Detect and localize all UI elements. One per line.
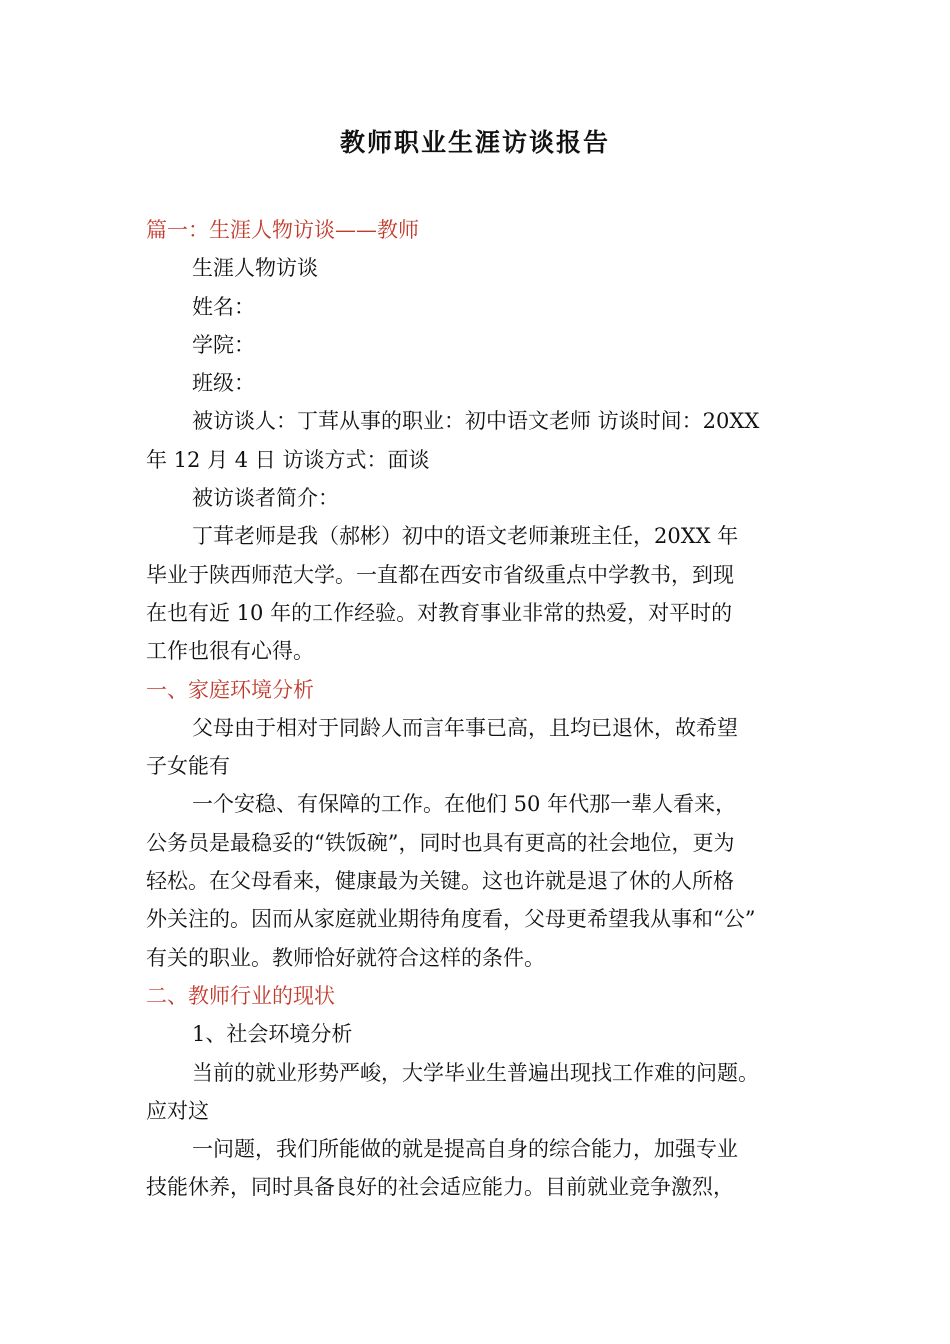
paragraph-line: 有关的职业。教师恰好就符合这样的条件。 <box>146 945 545 970</box>
college-field-label: 学院： <box>192 332 255 357</box>
paragraph-line: 生涯人物访谈 <box>192 256 318 281</box>
paragraph-line: 技能休养，同时具备良好的社会适应能力。目前就业竞争激烈， <box>146 1175 734 1200</box>
subsection-heading: 1、社会环境分析 <box>192 1022 353 1047</box>
paragraph-line: 外关注的。因而从家庭就业期待角度看，父母更希望我从事和“公” <box>146 907 756 932</box>
paragraph-line: 轻松。在父母看来，健康最为关键。这也许就是退了休的人所格 <box>146 869 734 894</box>
class-field-label: 班级： <box>192 371 255 396</box>
section-heading: 二、教师行业的现状 <box>146 983 335 1008</box>
paragraph-line: 父母由于相对于同龄人而言年事已高，且均已退休，故希望 <box>192 715 738 740</box>
paragraph-line: 毕业于陕西师范大学。一直都在西安市省级重点中学教书，到现 <box>146 562 734 587</box>
paragraph-line: 丁茸老师是我（郝彬）初中的语文老师兼班主任，20XX 年 <box>192 524 739 549</box>
paragraph-line: 当前的就业形势严峻，大学毕业生普遍出现找工作难的问题。 <box>192 1060 759 1085</box>
paragraph-line: 应对这 <box>146 1098 209 1123</box>
paragraph-line: 被访谈者简介： <box>192 486 339 511</box>
paragraph-line: 一个安稳、有保障的工作。在他们 50 年代那一辈人看来， <box>192 792 737 817</box>
document-body <box>146 211 811 1207</box>
paragraph-line: 一问题，我们所能做的就是提高自身的综合能力，加强专业 <box>192 1137 738 1162</box>
name-field-label: 姓名： <box>192 294 255 319</box>
section-heading: 篇一：生涯人物访谈——教师 <box>146 218 419 242</box>
section-heading: 一、家庭环境分析 <box>146 677 314 702</box>
document-title: 教师职业生涯访谈报告 <box>339 128 610 157</box>
paragraph-line: 子女能有 <box>146 754 230 779</box>
interviewee-info-line: 年 12 月 4 日 访谈方式：面谈 <box>146 447 430 472</box>
paragraph-line: 工作也很有心得。 <box>146 639 314 664</box>
paragraph-line: 在也有近 10 年的工作经验。对教育事业非常的热爱，对平时的 <box>146 600 733 625</box>
interviewee-info-line: 被访谈人：丁茸从事的职业：初中语文老师 访谈时间：20XX <box>192 409 760 434</box>
paragraph-line: 公务员是最稳妥的“铁饭碗”，同时也具有更高的社会地位，更为 <box>146 830 735 855</box>
